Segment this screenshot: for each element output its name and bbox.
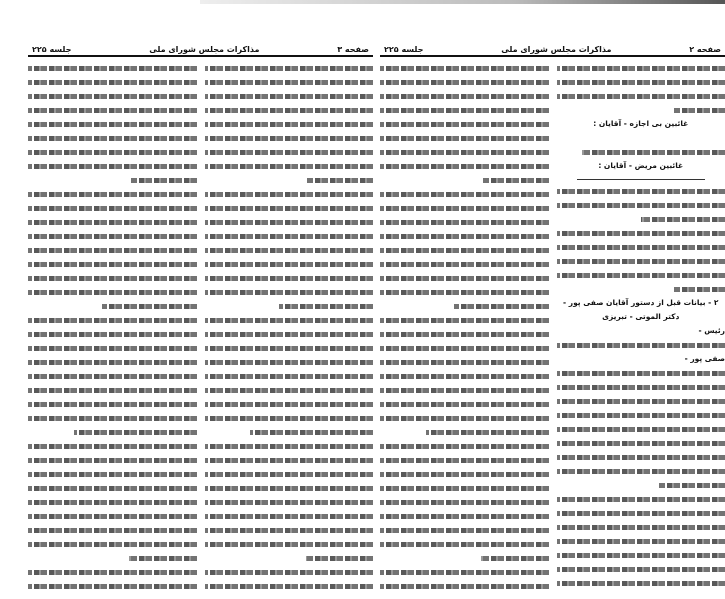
page-header xyxy=(380,44,725,57)
text-line xyxy=(557,436,725,450)
text-line xyxy=(205,201,374,215)
text-line xyxy=(28,257,197,271)
text-line xyxy=(205,439,374,453)
text-line xyxy=(380,243,549,257)
text-line xyxy=(205,537,374,551)
text-line xyxy=(380,551,549,565)
text-line xyxy=(28,453,197,467)
text-line xyxy=(380,313,549,327)
text-line xyxy=(380,537,549,551)
text-line xyxy=(28,537,197,551)
text-line xyxy=(380,285,549,299)
text-line xyxy=(380,509,549,523)
text-line xyxy=(28,425,197,439)
session-number: جلسه ۲۲۵ xyxy=(384,45,424,54)
text-line xyxy=(28,509,197,523)
text-line xyxy=(205,369,374,383)
section-heading: غائبین مریض - آقایان : xyxy=(598,161,684,170)
text-line xyxy=(205,243,374,257)
text-line xyxy=(380,271,549,285)
text-line xyxy=(28,565,197,579)
text-line xyxy=(205,299,374,313)
text-line xyxy=(28,383,197,397)
text-line xyxy=(380,187,549,201)
text-line xyxy=(205,411,374,425)
text-line xyxy=(28,523,197,537)
text-line xyxy=(205,215,374,229)
text-line xyxy=(557,464,725,478)
text-line xyxy=(380,453,549,467)
text-line xyxy=(380,411,549,425)
text-column xyxy=(557,61,725,593)
text-line xyxy=(557,380,725,394)
text-line xyxy=(557,548,725,562)
text-line xyxy=(205,327,374,341)
text-line xyxy=(28,145,197,159)
text-line xyxy=(380,299,549,313)
text-column xyxy=(28,61,197,593)
text-line xyxy=(28,327,197,341)
text-line xyxy=(28,131,197,145)
text-line xyxy=(380,257,549,271)
text-line xyxy=(205,509,374,523)
text-line xyxy=(205,173,374,187)
text-line xyxy=(205,285,374,299)
text-line xyxy=(28,439,197,453)
text-line xyxy=(557,422,725,436)
text-line xyxy=(380,131,549,145)
text-line xyxy=(205,313,374,327)
text-line xyxy=(205,271,374,285)
text-line xyxy=(380,495,549,509)
text-line xyxy=(205,565,374,579)
text-line xyxy=(28,243,197,257)
text-line xyxy=(205,341,374,355)
text-line xyxy=(380,425,549,439)
text-line xyxy=(28,467,197,481)
text-line xyxy=(380,523,549,537)
page-number: صفحه ۳ xyxy=(337,45,369,54)
text-line xyxy=(28,369,197,383)
text-line xyxy=(557,408,725,422)
text-line xyxy=(205,75,374,89)
text-line xyxy=(205,145,374,159)
text-line xyxy=(205,355,374,369)
text-line xyxy=(28,355,197,369)
text-column xyxy=(380,61,549,593)
text-line xyxy=(557,520,725,534)
text-line xyxy=(205,159,374,173)
text-line xyxy=(205,495,374,509)
text-line xyxy=(28,173,197,187)
publication-title: مذاکرات مجلس شورای ملی xyxy=(501,45,612,54)
text-line xyxy=(28,397,197,411)
text-line xyxy=(205,187,374,201)
text-line xyxy=(28,271,197,285)
text-line xyxy=(28,285,197,299)
text-line xyxy=(205,453,374,467)
text-line xyxy=(205,579,374,593)
speaker-label: صفی پور - xyxy=(684,354,725,363)
text-line xyxy=(205,61,374,75)
text-line xyxy=(380,355,549,369)
text-line xyxy=(28,75,197,89)
text-line xyxy=(28,215,197,229)
text-line xyxy=(380,397,549,411)
text-line xyxy=(205,383,374,397)
text-line xyxy=(557,478,725,492)
text-line xyxy=(380,173,549,187)
text-line xyxy=(28,313,197,327)
text-line xyxy=(380,383,549,397)
text-line xyxy=(380,215,549,229)
text-line xyxy=(380,327,549,341)
text-line xyxy=(28,117,197,131)
text-line xyxy=(557,534,725,548)
text-line xyxy=(28,61,197,75)
publication-title: مذاکرات مجلس شورای ملی xyxy=(149,45,260,54)
text-line xyxy=(557,492,725,506)
text-line xyxy=(557,450,725,464)
section-heading: غائبین بی اجازه - آقایان : xyxy=(593,119,689,128)
text-line xyxy=(205,551,374,565)
text-line xyxy=(28,229,197,243)
speaker-label: رئیس - xyxy=(698,326,725,335)
text-line xyxy=(205,89,374,103)
page-number: صفحه ۲ xyxy=(689,45,721,54)
text-line xyxy=(28,495,197,509)
text-line xyxy=(380,439,549,453)
text-line xyxy=(28,201,197,215)
text-column xyxy=(205,61,374,593)
right-page xyxy=(380,44,725,594)
text-line xyxy=(28,89,197,103)
text-line xyxy=(557,506,725,520)
text-line xyxy=(205,397,374,411)
text-line xyxy=(205,467,374,481)
text-line xyxy=(28,187,197,201)
text-line xyxy=(28,159,197,173)
text-line xyxy=(380,565,549,579)
text-line xyxy=(28,551,197,565)
text-line xyxy=(205,117,374,131)
text-line xyxy=(28,103,197,117)
text-line xyxy=(557,576,725,590)
text-line xyxy=(28,299,197,313)
text-line xyxy=(205,481,374,495)
text-line xyxy=(205,425,374,439)
text-line xyxy=(28,341,197,355)
text-line xyxy=(380,229,549,243)
text-line xyxy=(380,467,549,481)
session-number: جلسه ۲۲۵ xyxy=(32,45,72,54)
left-page xyxy=(28,44,373,594)
text-line xyxy=(205,131,374,145)
text-line xyxy=(380,103,549,117)
text-line xyxy=(380,75,549,89)
text-line xyxy=(380,89,549,103)
text-line xyxy=(205,523,374,537)
page-header xyxy=(28,44,373,57)
text-line xyxy=(28,481,197,495)
scan-edge xyxy=(200,0,725,4)
section-heading: ۲ - بیانات قبل از دستور آقایان صفی پور - xyxy=(563,298,719,307)
text-line xyxy=(380,159,549,173)
text-line xyxy=(380,61,549,75)
text-line xyxy=(28,411,197,425)
text-line xyxy=(205,103,374,117)
text-line xyxy=(380,117,549,131)
text-line xyxy=(380,369,549,383)
text-line xyxy=(557,366,725,380)
text-line xyxy=(380,341,549,355)
text-line xyxy=(380,579,549,593)
text-line xyxy=(380,481,549,495)
text-line xyxy=(28,579,197,593)
text-line xyxy=(380,145,549,159)
text-line xyxy=(557,562,725,576)
text-line xyxy=(557,394,725,408)
text-line xyxy=(205,229,374,243)
text-line xyxy=(205,257,374,271)
text-line xyxy=(380,201,549,215)
section-heading: دکتر الموتی - تبریزی xyxy=(602,312,680,321)
